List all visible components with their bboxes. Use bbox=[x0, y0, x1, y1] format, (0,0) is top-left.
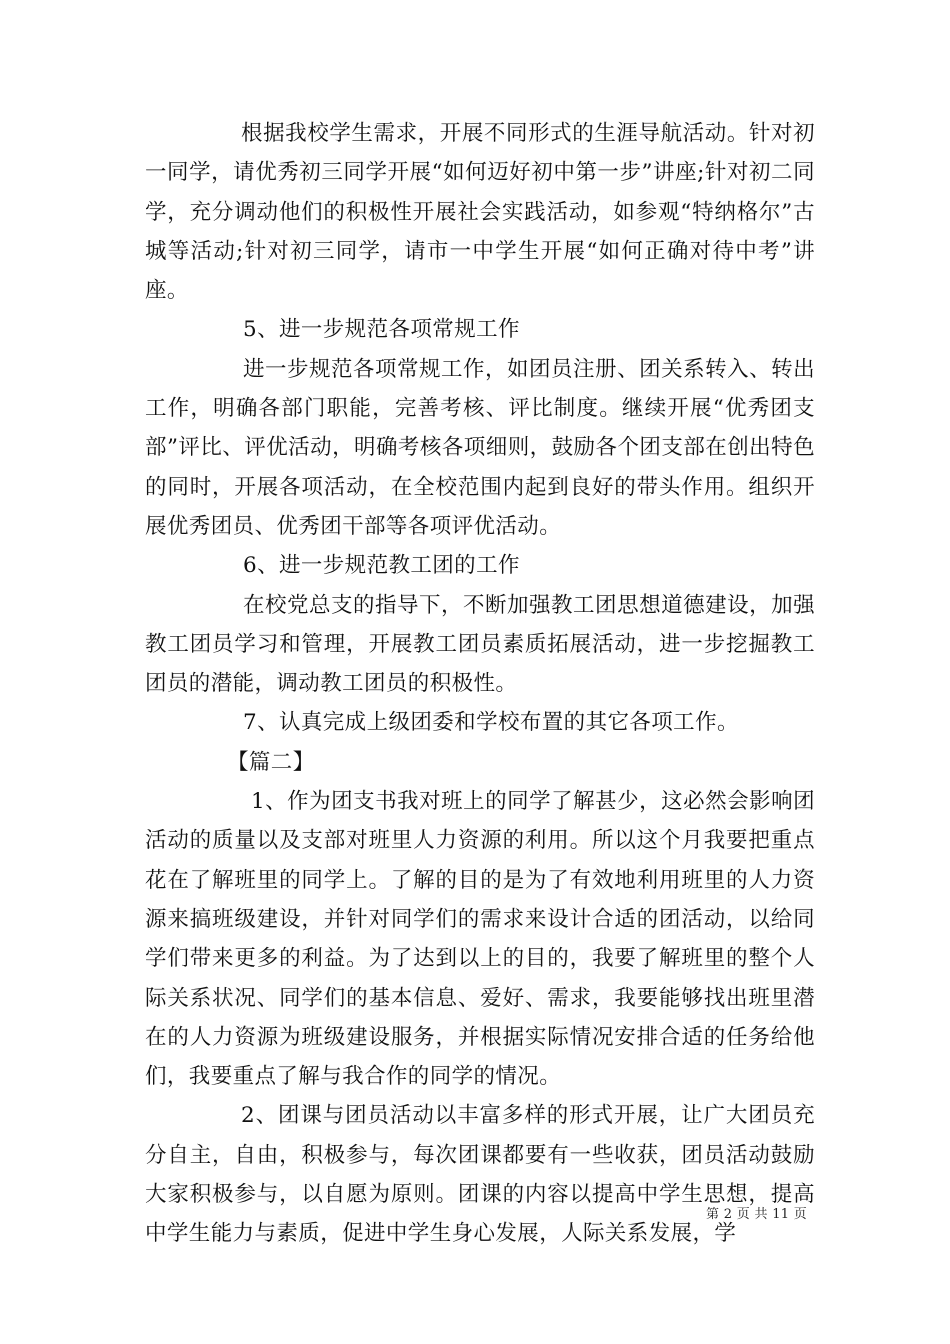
document-body bbox=[145, 114, 815, 1254]
paragraph-career-guidance: 根据我校学生需求，开展不同形式的生涯导航活动。针对初一同学，请优秀初三同学开展“如何迈好初中第一步”讲座;针对初二同学，充分调动他们的积极性开展社会实践活动，如参观“特纳格尔”古城等活动;针对初三同学，请市一中学生开展“如何正确对待中考”讲座。 bbox=[145, 121, 815, 304]
page-number-footer: 第 2 页 共 11 页 bbox=[706, 1207, 808, 1222]
paragraph-item-2: 2、团课与团员活动以丰富多样的形式开展，让广大团员充分自主，自由，积极参与，每次团课都要有一些收获，团员活动鼓励大家积极参与，以自愿为原则。团课的内容以提高中学生思想，提高中学生能力与素质，促进中学生身心发展，人际关系发展，学 bbox=[145, 1103, 815, 1247]
heading-item-5: 5、进一步规范各项常规工作 bbox=[243, 317, 520, 343]
section-heading-part-two: 【篇二】 bbox=[227, 749, 315, 775]
heading-item-7: 7、认真完成上级团委和学校布置的其它各项工作。 bbox=[243, 710, 739, 736]
paragraph-item-1: 1、作为团支书我对班上的同学了解甚少，这必然会影响团活动的质量以及支部对班里人力资源的利用。所以这个月我要把重点花在了解班里的同学上。了解的目的是为了有效地利用班里的人力资源来搞班级建设，并针对同学们的需求来设计合适的团活动，以给同学们带来更多的利益。为了达到以上的目的，我要了解班里的整个人际关系状况、同学们的基本信息、爱好、需求，我要能够找出班里潜在的人力资源为班级建设服务，并根据实际情况安排合适的任务给他们，我要重点了解与我合作的同学的情况。 bbox=[145, 789, 815, 1090]
paragraph-routine-work: 进一步规范各项常规工作，如团员注册、团关系转入、转出工作，明确各部门职能，完善考核、评比制度。继续开展“优秀团支部”评比、评优活动，明确考核各项细则，鼓励各个团支部在创出特色的同时，开展各项活动，在全校范围内起到良好的带头作用。组织开展优秀团员、优秀团干部等各项评优活动。 bbox=[145, 356, 815, 539]
heading-item-6: 6、进一步规范教工团的工作 bbox=[243, 553, 520, 579]
paragraph-staff-league: 在校党总支的指导下，不断加强教工团思想道德建设，加强教工团员学习和管理，开展教工团员素质拓展活动，进一步挖掘教工团员的潜能，调动教工团员的积极性。 bbox=[145, 592, 815, 697]
